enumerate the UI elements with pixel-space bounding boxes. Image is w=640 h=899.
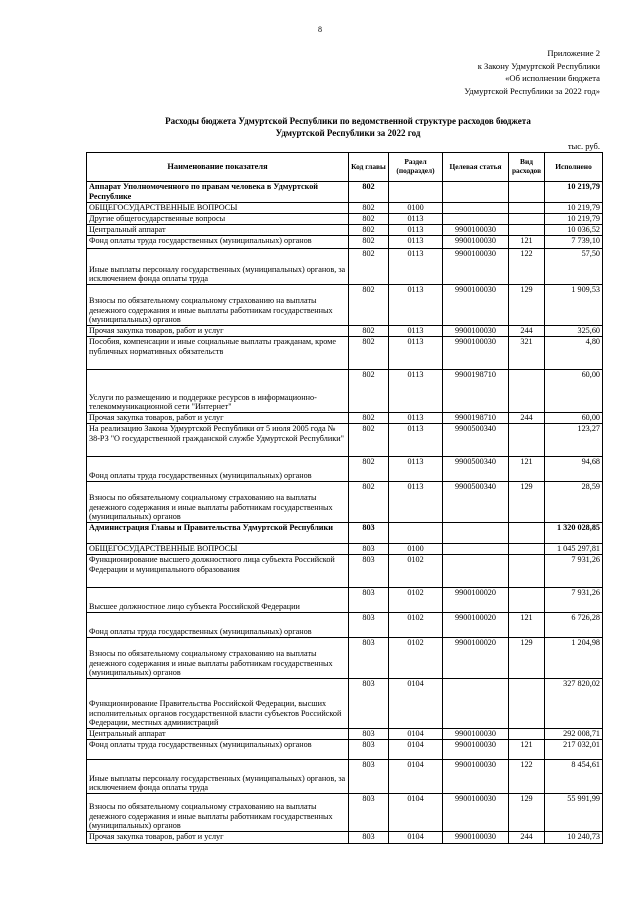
cell-executed: 1 909,53 xyxy=(545,285,603,326)
title-line: Удмуртской Республики за 2022 год xyxy=(275,128,421,138)
col-header-code: Код главы xyxy=(349,153,389,182)
table-row xyxy=(87,523,603,544)
cell-code: 803 xyxy=(349,638,389,679)
cell-name: Услуги по размещению и поддержке ресурсов в информационно-телекоммуникационной сети "Интернет" xyxy=(87,370,349,413)
appendix-line: Приложение 2 xyxy=(547,48,600,58)
cell-code: 803 xyxy=(349,729,389,740)
cell-article: 9900100020 xyxy=(443,638,509,679)
cell-type: 121 xyxy=(509,236,545,249)
cell-name: Фонд оплаты труда государственных (муниципальных) органов xyxy=(87,236,349,249)
cell-article: 9900500340 xyxy=(443,482,509,523)
cell-name: Взносы по обязательному социальному страхованию на выплаты денежного содержания и иные выплаты работникам государственных (муниципальных) органов xyxy=(87,482,349,523)
col-header-name: Наименование показателя xyxy=(87,153,349,182)
cell-section: 0113 xyxy=(389,285,443,326)
table-row xyxy=(87,588,603,613)
cell-article: 9900100030 xyxy=(443,236,509,249)
cell-executed: 10 219,79 xyxy=(545,182,603,203)
cell-executed: 10 036,52 xyxy=(545,225,603,236)
cell-section: 0102 xyxy=(389,588,443,613)
table-row xyxy=(87,482,603,523)
cell-name: Другие общегосударственные вопросы xyxy=(87,214,349,225)
cell-article xyxy=(443,203,509,214)
cell-executed: 7 739,10 xyxy=(545,236,603,249)
cell-code: 803 xyxy=(349,544,389,555)
table-row xyxy=(87,225,603,236)
cell-article: 9900100020 xyxy=(443,588,509,613)
table-row xyxy=(87,555,603,588)
cell-article: 9900100030 xyxy=(443,225,509,236)
cell-code: 802 xyxy=(349,337,389,370)
cell-article xyxy=(443,523,509,544)
appendix-note xyxy=(464,47,600,97)
cell-executed: 1 204,98 xyxy=(545,638,603,679)
cell-executed: 327 820,02 xyxy=(545,679,603,729)
cell-executed: 1 045 297,81 xyxy=(545,544,603,555)
cell-name: Фонд оплаты труда государственных (муниципальных) органов xyxy=(87,613,349,638)
cell-article xyxy=(443,679,509,729)
cell-executed: 10 240,73 xyxy=(545,832,603,844)
cell-name: На реализацию Закона Удмуртской Республики от 5 июля 2005 года № 38-РЗ "О государственной гражданской службе Удмуртской Республики" xyxy=(87,424,349,457)
cell-section: 0113 xyxy=(389,457,443,482)
cell-article: 9900100030 xyxy=(443,794,509,832)
cell-code: 803 xyxy=(349,760,389,794)
cell-section: 0113 xyxy=(389,249,443,285)
cell-name: Прочая закупка товаров, работ и услуг xyxy=(87,413,349,424)
cell-executed: 8 454,61 xyxy=(545,760,603,794)
cell-section: 0113 xyxy=(389,225,443,236)
cell-section: 0104 xyxy=(389,729,443,740)
col-header-article: Целевая статья xyxy=(443,153,509,182)
table-row xyxy=(87,214,603,225)
cell-name: ОБЩЕГОСУДАРСТВЕННЫЕ ВОПРОСЫ xyxy=(87,203,349,214)
table-row xyxy=(87,638,603,679)
cell-section: 0104 xyxy=(389,679,443,729)
cell-name: Пособия, компенсации и иные социальные выплаты гражданам, кроме публичных нормативных обязательств xyxy=(87,337,349,370)
col-header-type: Вид расходов xyxy=(509,153,545,182)
cell-article: 9900500340 xyxy=(443,424,509,457)
cell-type xyxy=(509,555,545,588)
cell-section: 0104 xyxy=(389,760,443,794)
cell-executed: 217 032,01 xyxy=(545,740,603,760)
cell-name: Центральный аппарат xyxy=(87,729,349,740)
cell-section: 0102 xyxy=(389,613,443,638)
cell-code: 802 xyxy=(349,482,389,523)
cell-section: 0104 xyxy=(389,794,443,832)
table-row xyxy=(87,424,603,457)
cell-code: 802 xyxy=(349,203,389,214)
table-row xyxy=(87,729,603,740)
cell-section: 0104 xyxy=(389,740,443,760)
cell-type xyxy=(509,679,545,729)
cell-code: 802 xyxy=(349,182,389,203)
cell-executed: 7 931,26 xyxy=(545,588,603,613)
cell-type: 321 xyxy=(509,337,545,370)
cell-type xyxy=(509,225,545,236)
cell-code: 803 xyxy=(349,740,389,760)
table-row xyxy=(87,457,603,482)
table-row xyxy=(87,613,603,638)
cell-section: 0102 xyxy=(389,638,443,679)
cell-type xyxy=(509,523,545,544)
cell-code: 803 xyxy=(349,613,389,638)
cell-type xyxy=(509,544,545,555)
cell-name: Взносы по обязательному социальному страхованию на выплаты денежного содержания и иные выплаты работникам государственных (муниципальных) органов xyxy=(87,285,349,326)
cell-type: 244 xyxy=(509,413,545,424)
cell-article xyxy=(443,182,509,203)
cell-article: 9900500340 xyxy=(443,457,509,482)
cell-code: 802 xyxy=(349,285,389,326)
table-row xyxy=(87,740,603,760)
cell-code: 803 xyxy=(349,794,389,832)
cell-name: Функционирование Правительства Российской Федерации, высших исполнительных органов государственной власти субъектов Российской Федерации, местных администраций xyxy=(87,679,349,729)
cell-section: 0113 xyxy=(389,370,443,413)
cell-type: 244 xyxy=(509,832,545,844)
cell-type xyxy=(509,424,545,457)
cell-article: 9900100030 xyxy=(443,729,509,740)
cell-section: 0113 xyxy=(389,214,443,225)
cell-name: Фонд оплаты труда государственных (муниципальных) органов xyxy=(87,457,349,482)
cell-type xyxy=(509,182,545,203)
table-row xyxy=(87,182,603,203)
cell-type: 122 xyxy=(509,760,545,794)
table-body xyxy=(87,182,603,844)
table-row xyxy=(87,760,603,794)
title-line: Расходы бюджета Удмуртской Республики по ведомственной структуре расходов бюджета xyxy=(165,116,531,126)
cell-name: Иные выплаты персоналу государственных (муниципальных) органов, за исключением фонда оплаты труда xyxy=(87,249,349,285)
cell-section: 0100 xyxy=(389,203,443,214)
cell-code: 803 xyxy=(349,588,389,613)
cell-name: Аппарат Уполномоченного по правам человека в Удмуртской Республике xyxy=(87,182,349,203)
cell-section: 0113 xyxy=(389,413,443,424)
cell-article xyxy=(443,555,509,588)
cell-type: 244 xyxy=(509,326,545,337)
cell-type: 129 xyxy=(509,285,545,326)
cell-article: 9900100030 xyxy=(443,285,509,326)
table-row xyxy=(87,413,603,424)
cell-type: 129 xyxy=(509,482,545,523)
cell-code: 802 xyxy=(349,249,389,285)
cell-type xyxy=(509,588,545,613)
cell-article: 9900100030 xyxy=(443,832,509,844)
cell-code: 802 xyxy=(349,457,389,482)
cell-article: 9900100030 xyxy=(443,337,509,370)
cell-executed: 6 726,28 xyxy=(545,613,603,638)
cell-executed: 55 991,99 xyxy=(545,794,603,832)
cell-name: Взносы по обязательному социальному страхованию на выплаты денежного содержания и иные выплаты работникам государственных (муниципальных) органов xyxy=(87,638,349,679)
appendix-line: к Закону Удмуртской Республики xyxy=(477,60,600,71)
cell-type: 121 xyxy=(509,613,545,638)
cell-article xyxy=(443,214,509,225)
cell-executed: 325,60 xyxy=(545,326,603,337)
table-row xyxy=(87,832,603,844)
cell-section: 0113 xyxy=(389,482,443,523)
cell-name: Функционирование высшего должностного лица субъекта Российской Федерации и муниципального образования xyxy=(87,555,349,588)
cell-name: Иные выплаты персоналу государственных (муниципальных) органов, за исключением фонда оплаты труда xyxy=(87,760,349,794)
cell-section: 0102 xyxy=(389,555,443,588)
appendix-line: Удмуртской Республики за 2022 год» xyxy=(464,85,600,96)
table-row xyxy=(87,236,603,249)
cell-executed: 123,27 xyxy=(545,424,603,457)
cell-section: 0104 xyxy=(389,832,443,844)
cell-code: 803 xyxy=(349,679,389,729)
cell-type: 121 xyxy=(509,740,545,760)
cell-code: 802 xyxy=(349,424,389,457)
cell-type xyxy=(509,729,545,740)
cell-article: 9900100030 xyxy=(443,760,509,794)
cell-executed: 292 008,71 xyxy=(545,729,603,740)
table-row xyxy=(87,337,603,370)
col-header-section: Раздел (подраздел) xyxy=(389,153,443,182)
cell-code: 802 xyxy=(349,326,389,337)
table-row xyxy=(87,544,603,555)
cell-type xyxy=(509,370,545,413)
cell-name: Высшее должностное лицо субъекта Российской Федерации xyxy=(87,588,349,613)
cell-executed: 7 931,26 xyxy=(545,555,603,588)
cell-name: ОБЩЕГОСУДАРСТВЕННЫЕ ВОПРОСЫ xyxy=(87,544,349,555)
cell-type xyxy=(509,214,545,225)
cell-type: 129 xyxy=(509,794,545,832)
cell-code: 802 xyxy=(349,225,389,236)
cell-name: Взносы по обязательному социальному страхованию на выплаты денежного содержания и иные выплаты работникам государственных (муниципальных) органов xyxy=(87,794,349,832)
cell-section: 0100 xyxy=(389,544,443,555)
table-row xyxy=(87,203,603,214)
cell-type: 129 xyxy=(509,638,545,679)
cell-section: 0113 xyxy=(389,424,443,457)
cell-article: 9900100020 xyxy=(443,613,509,638)
cell-article: 9900100030 xyxy=(443,249,509,285)
table-row xyxy=(87,370,603,413)
cell-executed: 60,00 xyxy=(545,370,603,413)
cell-name: Прочая закупка товаров, работ и услуг xyxy=(87,326,349,337)
table-row xyxy=(87,285,603,326)
cell-type: 121 xyxy=(509,457,545,482)
cell-article xyxy=(443,544,509,555)
appendix-line: «Об исполнении бюджета xyxy=(505,73,600,83)
cell-executed: 1 320 028,85 xyxy=(545,523,603,544)
table-row xyxy=(87,326,603,337)
cell-executed: 28,59 xyxy=(545,482,603,523)
cell-article: 9900198710 xyxy=(443,370,509,413)
col-header-executed: Исполнено xyxy=(545,153,603,182)
cell-section xyxy=(389,523,443,544)
expenditure-table xyxy=(86,152,603,844)
page-number: 8 xyxy=(318,25,322,34)
cell-section: 0113 xyxy=(389,337,443,370)
cell-code: 802 xyxy=(349,236,389,249)
cell-name: Прочая закупка товаров, работ и услуг xyxy=(87,832,349,844)
cell-type: 122 xyxy=(509,249,545,285)
unit-label: тыс. руб. xyxy=(567,141,600,151)
table-header-row xyxy=(87,153,603,182)
document-title xyxy=(80,115,616,139)
table-row xyxy=(87,794,603,832)
cell-code: 803 xyxy=(349,832,389,844)
cell-executed: 10 219,79 xyxy=(545,203,603,214)
cell-article: 9900198710 xyxy=(443,413,509,424)
cell-name: Фонд оплаты труда государственных (муниципальных) органов xyxy=(87,740,349,760)
cell-executed: 94,68 xyxy=(545,457,603,482)
cell-code: 802 xyxy=(349,214,389,225)
cell-code: 802 xyxy=(349,370,389,413)
cell-section xyxy=(389,182,443,203)
cell-code: 802 xyxy=(349,413,389,424)
cell-article: 9900100030 xyxy=(443,326,509,337)
cell-executed: 57,50 xyxy=(545,249,603,285)
cell-code: 803 xyxy=(349,523,389,544)
cell-type xyxy=(509,203,545,214)
table-row xyxy=(87,249,603,285)
cell-section: 0113 xyxy=(389,236,443,249)
table-row xyxy=(87,679,603,729)
cell-article: 9900100030 xyxy=(443,740,509,760)
cell-name: Администрация Главы и Правительства Удмуртской Республики xyxy=(87,523,349,544)
cell-code: 803 xyxy=(349,555,389,588)
cell-executed: 10 219,79 xyxy=(545,214,603,225)
cell-executed: 4,80 xyxy=(545,337,603,370)
cell-name: Центральный аппарат xyxy=(87,225,349,236)
cell-executed: 60,00 xyxy=(545,413,603,424)
cell-section: 0113 xyxy=(389,326,443,337)
